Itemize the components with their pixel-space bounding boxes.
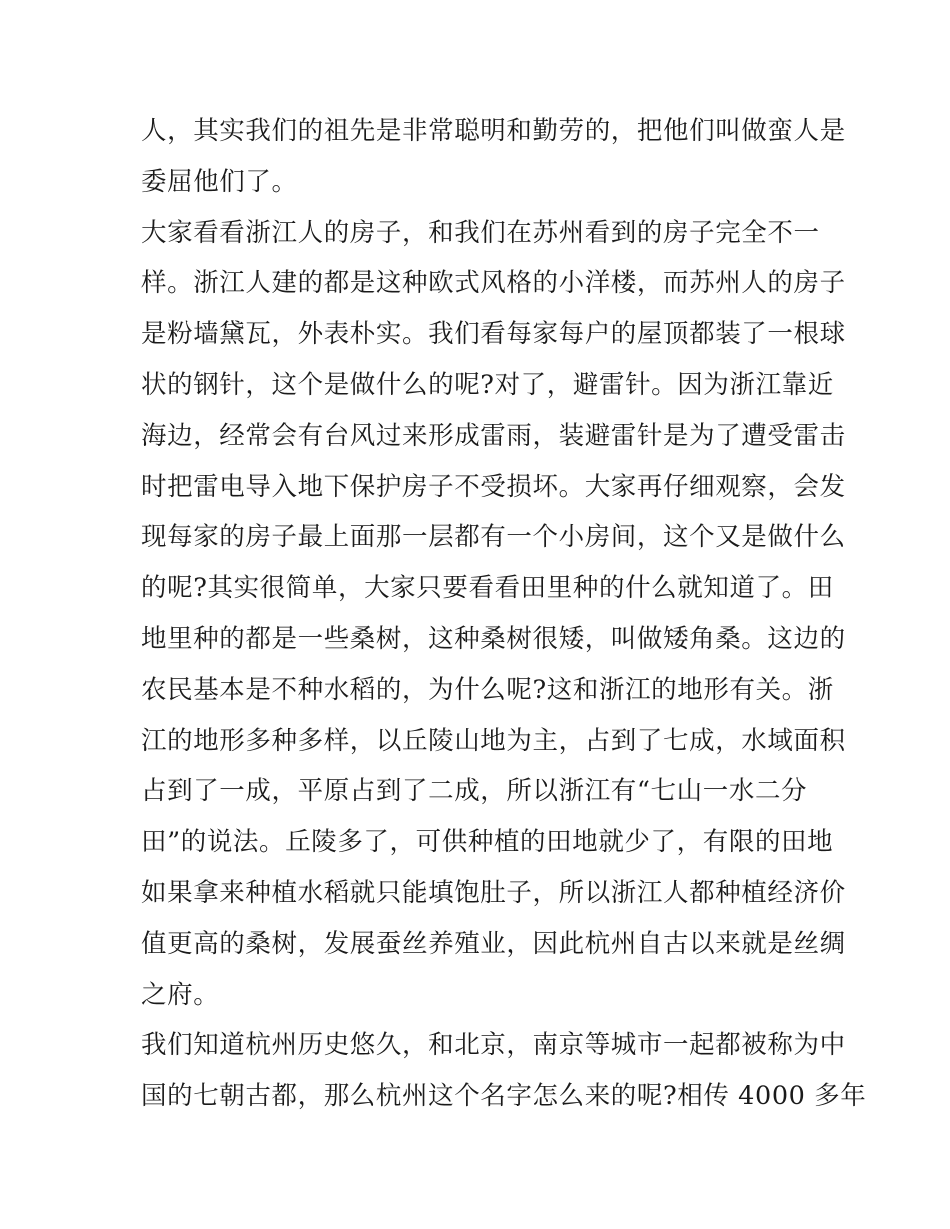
text-line-10: 的呢?其实很简单，大家只要看看田里种的什么就知道了。田 (141, 573, 834, 604)
text-line-17: 值更高的桑树，发展蚕丝养殖业，因此杭州自古以来就是丝绸 (141, 928, 846, 959)
text-line-20: 国的七朝古都，那么杭州这个名字怎么来的呢?相传 4000 多年 (141, 1081, 867, 1112)
text-line-2: 委屈他们了。 (141, 166, 298, 197)
text-line-11: 地里种的都是一些桑树，这种桑树很矮，叫做矮角桑。这边的 (141, 623, 846, 654)
document-body (141, 106, 867, 1122)
text-line-12: 农民基本是不种水稻的，为什么呢?这和浙江的地形有关。浙 (141, 674, 834, 705)
text-line-3: 大家看看浙江人的房子，和我们在苏州看到的房子完全不一 (141, 217, 820, 248)
text-line-4: 样。浙江人建的都是这种欧式风格的小洋楼，而苏州人的房子 (141, 268, 846, 299)
text-line-8: 时把雷电导入地下保护房子不受损坏。大家再仔细观察，会发 (141, 471, 846, 502)
text-line-6: 状的钢针，这个是做什么的呢?对了，避雷针。因为浙江靠近 (141, 369, 834, 400)
text-line-18: 之府。 (141, 979, 220, 1010)
text-line-1: 人，其实我们的祖先是非常聪明和勤劳的，把他们叫做蛮人是 (141, 116, 846, 146)
text-line-19: 我们知道杭州历史悠久，和北京，南京等城市一起都被称为中 (141, 1030, 846, 1061)
text-line-5: 是粉墙黛瓦，外表朴实。我们看每家每户的屋顶都装了一根球 (141, 319, 846, 350)
text-line-15: 田”的说法。丘陵多了，可供种植的田地就少了，有限的田地 (141, 827, 834, 858)
text-line-9: 现每家的房子最上面那一层都有一个小房间，这个又是做什么 (141, 522, 846, 553)
text-line-7: 海边，经常会有台风过来形成雷雨，装避雷针是为了遭受雷击 (141, 420, 846, 451)
text-line-14: 占到了一成，平原占到了二成，所以浙江有“七山一水二分 (141, 776, 808, 807)
text-line-13: 江的地形多种多样，以丘陵山地为主，占到了七成，水域面积 (141, 725, 846, 756)
text-line-16: 如果拿来种植水稻就只能填饱肚子，所以浙江人都种植经济价 (141, 877, 846, 908)
